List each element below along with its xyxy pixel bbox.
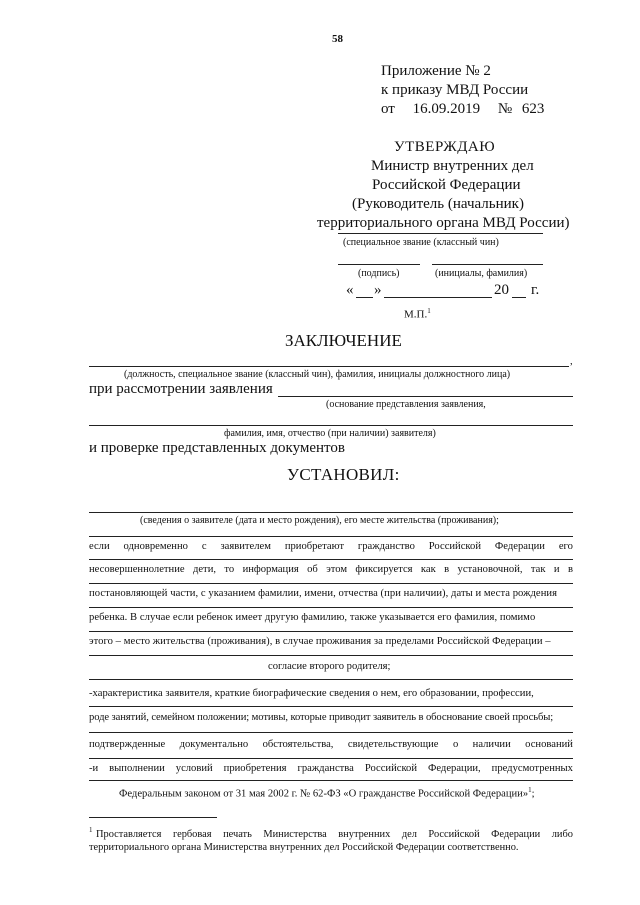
month-line — [384, 297, 492, 298]
approve-title: УТВЕРЖДАЮ — [394, 139, 496, 155]
fill-line-4 — [89, 607, 573, 608]
rank-caption: (специальное звание (классный чин) — [343, 237, 499, 248]
stamp-label: М.П. — [404, 308, 428, 321]
word: гражданства — [297, 763, 354, 774]
stamp-place — [404, 307, 431, 321]
word: установочной, — [457, 564, 523, 575]
fill-line-6 — [89, 655, 573, 656]
word: его — [558, 541, 573, 552]
para-1 — [89, 541, 573, 552]
established-title: УСТАНОВИЛ: — [287, 465, 400, 484]
signature-caption: (подпись) — [358, 268, 400, 279]
fill-line-1 — [89, 536, 573, 537]
approval-date-close: » — [374, 282, 382, 298]
fill-line-3 — [89, 583, 573, 584]
footnote-mark — [89, 826, 93, 839]
rank-line — [338, 233, 543, 234]
para-3: постановляющей части, с указанием фамилии, имени, отчества (при наличии), даты и места рождения — [89, 588, 558, 599]
para-7: -характеристика заявителя, краткие биографические сведения о нем, его образовании, профессии, — [89, 688, 534, 699]
year-prefix: 20 — [494, 282, 509, 298]
word: и — [553, 564, 560, 575]
word: выполнении — [109, 763, 165, 774]
word: печать — [223, 829, 252, 840]
order-number: 623 — [521, 101, 545, 117]
fill-line-5 — [89, 631, 573, 632]
word: так — [530, 564, 546, 575]
word: то — [224, 564, 235, 575]
initials-line — [432, 264, 543, 265]
word: подтвержденные — [89, 739, 166, 750]
documents-text: и проверке представленных документов — [89, 440, 345, 456]
para-6: согласие второго родителя; — [268, 661, 391, 672]
para-10 — [89, 763, 573, 774]
para-8: роде занятий, семейном положении; мотивы, которые приводит заявитель в обоснование своей просьбы; — [89, 712, 554, 723]
word: документально — [179, 739, 249, 750]
word: в — [567, 564, 573, 575]
application-text: при рассмотрении заявления — [89, 381, 273, 397]
word: Проставляется — [96, 829, 162, 840]
approve-territorial: территориального органа МВД России) — [317, 215, 570, 231]
para-11-footnote-mark: 1 — [528, 786, 532, 794]
appendix-date-row — [381, 101, 544, 118]
appendix-order: к приказу МВД России — [381, 82, 529, 98]
applicant-caption: фамилия, имя, отчество (при наличии) заявителя) — [224, 428, 436, 439]
word: информация — [242, 564, 299, 575]
date-prefix: от — [381, 101, 395, 117]
fill-line-7 — [89, 679, 573, 680]
word: одновременно — [123, 541, 188, 552]
birth-caption: (сведения о заявителе (дата и место рождения), его месте жительства (проживания); — [140, 515, 499, 526]
para-11-end: ; — [531, 788, 535, 800]
word: этом — [326, 564, 348, 575]
number-sign: № — [497, 101, 513, 117]
applicant-line — [89, 425, 573, 426]
word: дети, — [192, 564, 217, 575]
birth-line — [89, 512, 573, 513]
word: Федерации — [491, 829, 541, 840]
year-suffix: г. — [531, 282, 540, 298]
para-11 — [119, 786, 535, 800]
footnote-line-1 — [96, 829, 573, 840]
stamp-footnote-mark: 1 — [427, 307, 431, 315]
official-caption: (должность, специальное звание (классный чин), фамилия, инициалы должностного лица) — [124, 369, 511, 380]
order-date: 16.09.2019 — [412, 101, 481, 117]
word: наличии — [472, 739, 511, 750]
para-2 — [89, 564, 573, 575]
footnote-number: 1 — [89, 826, 93, 834]
day-line — [356, 297, 373, 298]
word: Федерации — [494, 541, 545, 552]
official-comma: , — [570, 356, 573, 367]
word: приобретают — [284, 541, 344, 552]
word: свидетельствующие — [347, 739, 439, 750]
footnote-separator — [89, 817, 217, 818]
word: о — [452, 739, 459, 750]
word: заявителем — [220, 541, 271, 552]
fill-line-11 — [89, 780, 573, 781]
word: дел — [401, 829, 417, 840]
approve-minister: Министр внутренних дел — [371, 158, 534, 174]
fill-line-8 — [89, 706, 573, 707]
word: Министерства — [263, 829, 327, 840]
para-4: ребенка. В случае если ребенок имеет другую фамилию, также указывается его фамилия, помимо — [89, 612, 536, 623]
conclusion-title: ЗАКЛЮЧЕНИЕ — [285, 331, 402, 350]
approve-head: (Руководитель (начальник) — [352, 196, 524, 212]
para-9 — [89, 739, 573, 750]
fill-line-10 — [89, 758, 573, 759]
word: в — [444, 564, 450, 575]
official-line — [89, 366, 569, 367]
word: Федерации, — [428, 763, 481, 774]
word: гражданство — [357, 541, 415, 552]
word: внутренних — [338, 829, 391, 840]
fill-line-9 — [89, 732, 573, 733]
application-line — [278, 396, 573, 397]
word: предусмотренных — [491, 763, 573, 774]
word: условий — [175, 763, 213, 774]
word: как — [420, 564, 436, 575]
word: гербовая — [172, 829, 212, 840]
page-number: 58 — [332, 33, 343, 45]
word: либо — [551, 829, 573, 840]
word: с — [201, 541, 207, 552]
word: несовершеннолетние — [89, 564, 185, 575]
word: об — [307, 564, 318, 575]
word: оснований — [525, 739, 573, 750]
word: обстоятельства, — [262, 739, 334, 750]
application-caption: (основание представления заявления, — [326, 399, 486, 410]
approve-federation: Российской Федерации — [372, 177, 521, 193]
approval-date-open: « — [346, 282, 354, 298]
word: фиксируется — [355, 564, 413, 575]
word: приобретения — [223, 763, 287, 774]
word: Российской — [364, 763, 418, 774]
para-11-text: Федеральным законом от 31 мая 2002 г. № 62-ФЗ «О гражданстве Российской Федерации» — [119, 788, 529, 800]
footnote-line-2: территориального органа Министерства внутренних дел Российской Федерации соответственно. — [89, 842, 519, 853]
appendix-title: Приложение № 2 — [381, 63, 491, 79]
initials-caption: (инициалы, фамилия) — [435, 268, 528, 279]
word: -и — [89, 763, 99, 774]
word: если — [89, 541, 110, 552]
signature-line — [338, 264, 420, 265]
fill-line-2 — [89, 559, 573, 560]
word: Российской — [428, 829, 480, 840]
para-5: этого – место жительства (проживания), в случае проживания за пределами Российской Федерации – — [89, 636, 551, 647]
year-line — [512, 297, 526, 298]
word: Российской — [428, 541, 482, 552]
